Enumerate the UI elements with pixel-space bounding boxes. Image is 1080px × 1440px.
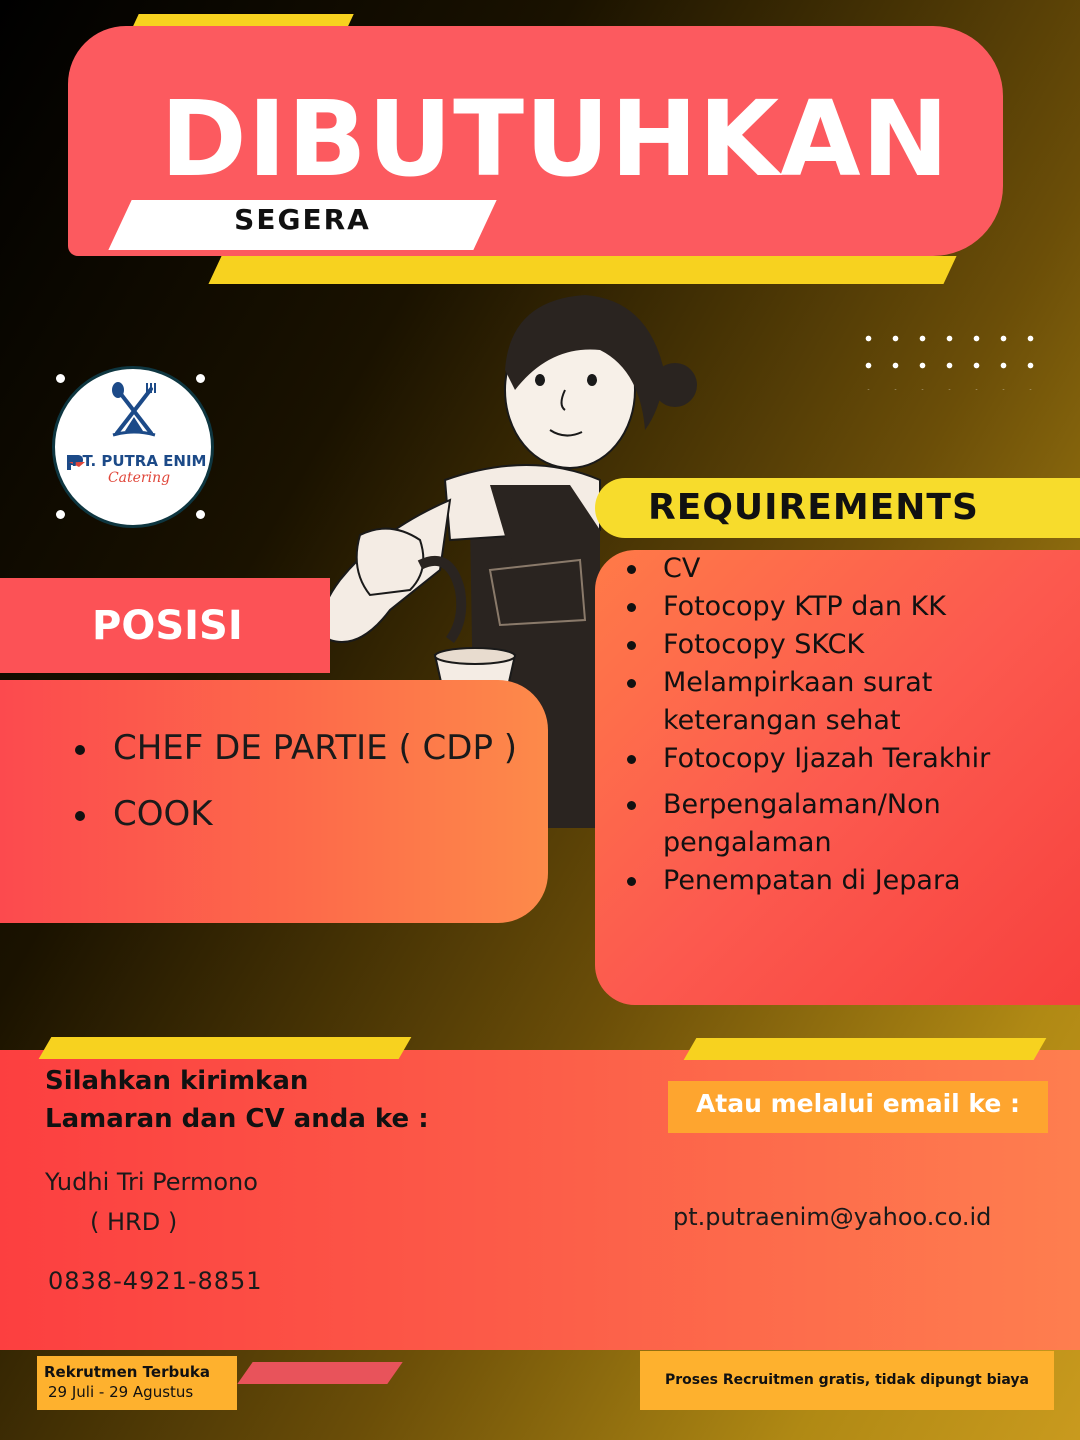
logo-corner-dot	[56, 510, 65, 519]
logo-company-sub: Catering	[107, 470, 171, 486]
logo-company-name: PT. PUTRA ENIM	[71, 452, 207, 470]
list-item: CV	[625, 550, 1065, 588]
list-item: Penempatan di Jepara	[625, 862, 1065, 900]
requirements-list	[625, 550, 1065, 900]
list-item: CHEF DE PARTIE ( CDP )	[75, 728, 517, 768]
posisi-heading: POSISI	[92, 603, 243, 649]
contact-name: Yudhi Tri Permono	[45, 1168, 258, 1196]
recruitment-dates: 29 Juli - 29 Agustus	[48, 1383, 194, 1401]
send-line-2: Lamaran dan CV anda ke :	[45, 1104, 429, 1134]
logo-corner-dot	[196, 510, 205, 519]
list-item: Melampirkaan surat keterangan sehat	[625, 664, 1065, 740]
logo-corner-dot	[56, 374, 65, 383]
contact-stripe-left	[39, 1037, 412, 1059]
list-item: Berpengalaman/Non pengalaman	[625, 786, 1065, 862]
contact-stripe-right	[684, 1038, 1047, 1060]
send-instruction	[45, 1062, 429, 1138]
contact-phone[interactable]: 0838-4921-8851	[48, 1267, 263, 1295]
logo-corner-dot	[196, 374, 205, 383]
contact-email[interactable]: pt.putraenim@yahoo.co.id	[673, 1203, 992, 1231]
list-item: Fotocopy SKCK	[625, 626, 1065, 664]
company-logo	[52, 366, 214, 528]
contact-role: ( HRD )	[90, 1208, 178, 1236]
requirements-heading: REQUIREMENTS	[648, 487, 979, 528]
list-item: Fotocopy KTP dan KK	[625, 588, 1065, 626]
free-process-note: Proses Recruitmen gratis, tidak dipungt biaya	[665, 1372, 1029, 1388]
email-label: Atau melalui email ke :	[695, 1089, 1021, 1118]
page-subtitle: SEGERA	[234, 203, 371, 236]
send-line-1: Silahkan kirimkan	[45, 1066, 309, 1096]
posisi-list	[75, 728, 517, 860]
list-item: Fotocopy Ijazah Terakhir	[625, 740, 1065, 778]
page-title: DIBUTUHKAN	[160, 78, 950, 200]
decorative-dots	[855, 325, 1035, 390]
list-item: COOK	[75, 794, 517, 834]
footer-slant-stripe	[237, 1362, 402, 1384]
cutlery-icon	[103, 381, 165, 443]
recruitment-title: Rekrutmen Terbuka	[44, 1363, 210, 1381]
